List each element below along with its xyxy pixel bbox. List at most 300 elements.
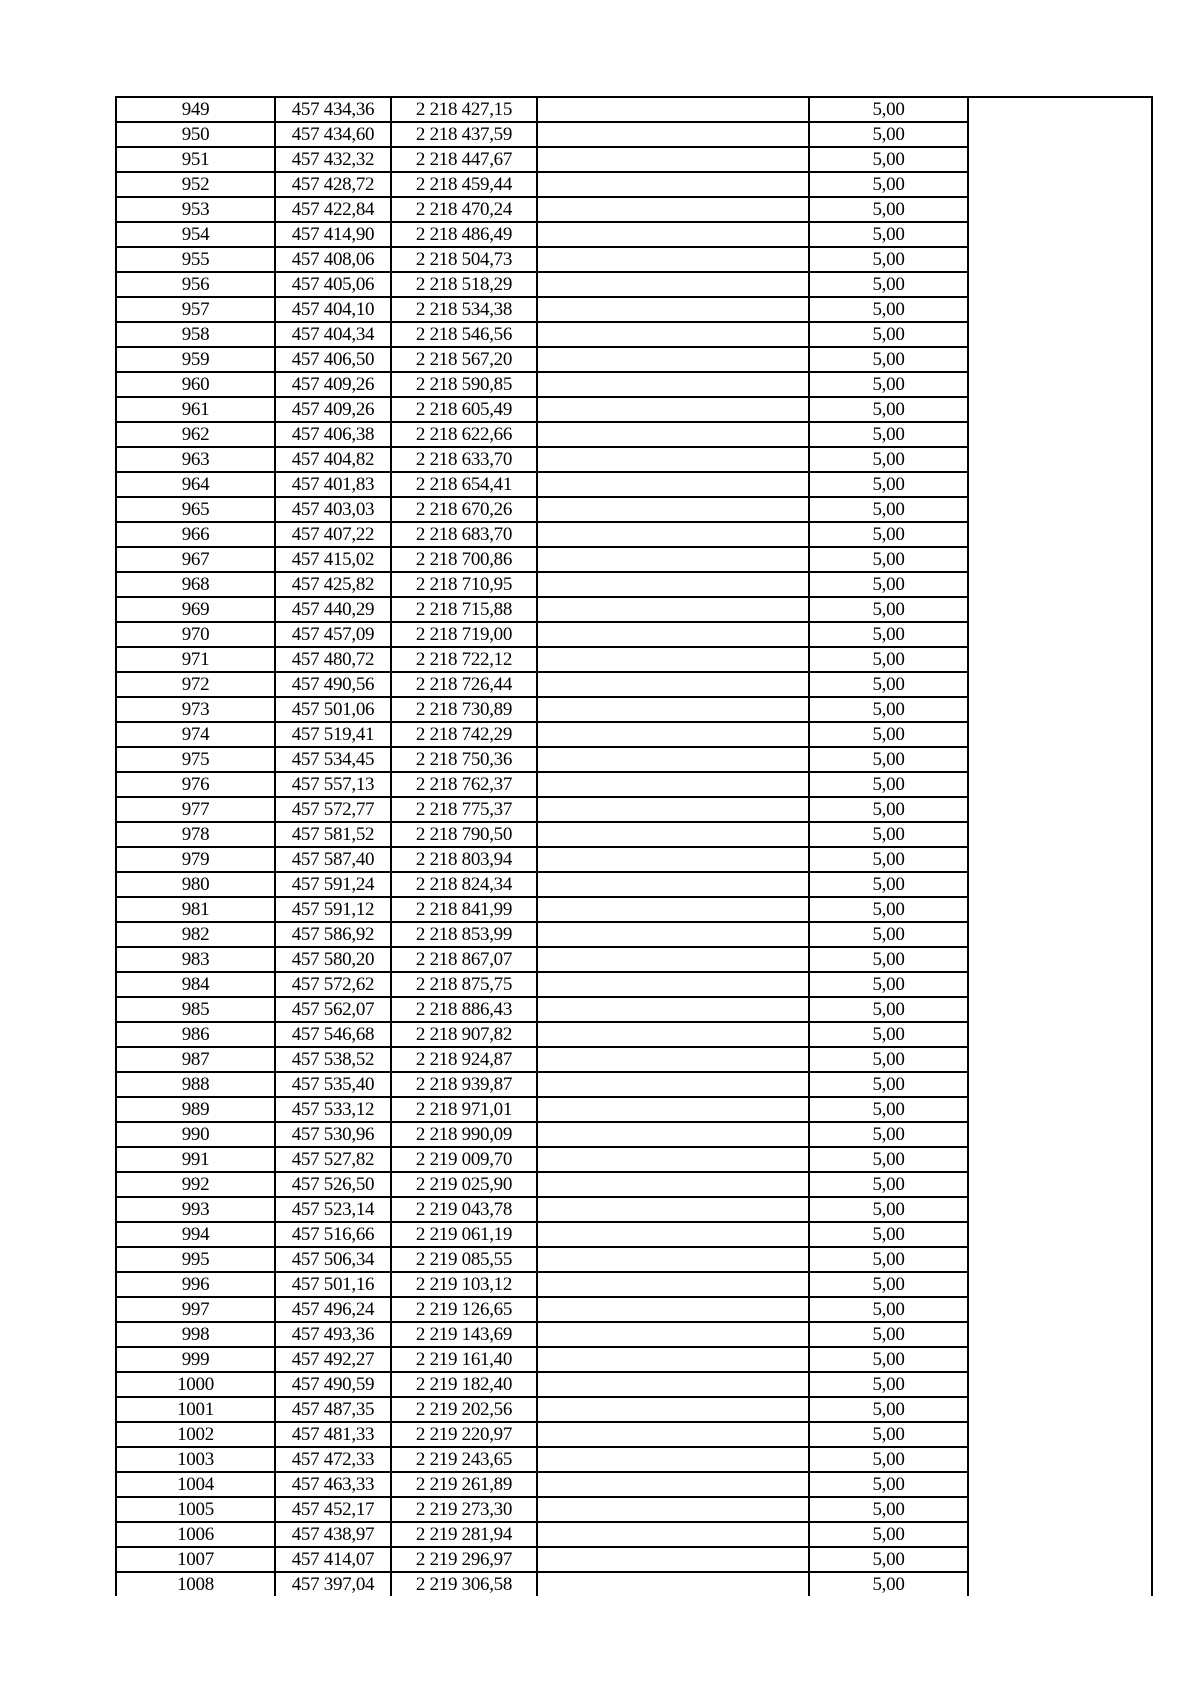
empty-cell [537, 1522, 809, 1547]
y-coordinate-cell: 2 218 654,41 [391, 472, 537, 497]
point-number-cell: 1005 [116, 1497, 275, 1522]
table-row [116, 922, 1152, 947]
empty-cell [968, 1322, 1152, 1347]
y-coordinate-cell: 2 218 939,87 [391, 1072, 537, 1097]
point-number-cell: 950 [116, 122, 275, 147]
x-coordinate-cell: 457 501,06 [275, 697, 391, 722]
empty-cell [537, 1397, 809, 1422]
x-coordinate-cell: 457 530,96 [275, 1122, 391, 1147]
point-number-cell: 963 [116, 447, 275, 472]
empty-cell [968, 197, 1152, 222]
point-number-cell: 1000 [116, 1372, 275, 1397]
empty-cell [968, 297, 1152, 322]
x-coordinate-cell: 457 481,33 [275, 1422, 391, 1447]
y-coordinate-cell: 2 218 824,34 [391, 872, 537, 897]
empty-cell [537, 1272, 809, 1297]
empty-cell [537, 397, 809, 422]
x-coordinate-cell: 457 527,82 [275, 1147, 391, 1172]
table-row [116, 122, 1152, 147]
table-row [116, 1072, 1152, 1097]
point-number-cell: 1003 [116, 1447, 275, 1472]
x-coordinate-cell: 457 425,82 [275, 572, 391, 597]
y-coordinate-cell: 2 218 790,50 [391, 822, 537, 847]
point-number-cell: 972 [116, 672, 275, 697]
empty-cell [537, 697, 809, 722]
empty-cell [537, 272, 809, 297]
point-number-cell: 975 [116, 747, 275, 772]
empty-cell [537, 847, 809, 872]
x-coordinate-cell: 457 487,35 [275, 1397, 391, 1422]
point-number-cell: 949 [116, 97, 275, 122]
table-row [116, 1097, 1152, 1122]
empty-cell [537, 422, 809, 447]
value-cell: 5,00 [809, 572, 968, 597]
y-coordinate-cell: 2 218 633,70 [391, 447, 537, 472]
table-row [116, 797, 1152, 822]
table-row [116, 1472, 1152, 1497]
value-cell: 5,00 [809, 1447, 968, 1472]
value-cell: 5,00 [809, 222, 968, 247]
point-number-cell: 956 [116, 272, 275, 297]
point-number-cell: 991 [116, 1147, 275, 1172]
table-row [116, 522, 1152, 547]
empty-cell [968, 1172, 1152, 1197]
value-cell: 5,00 [809, 797, 968, 822]
x-coordinate-cell: 457 452,17 [275, 1497, 391, 1522]
table-row [116, 1397, 1152, 1422]
table-row [116, 597, 1152, 622]
value-cell: 5,00 [809, 397, 968, 422]
value-cell: 5,00 [809, 547, 968, 572]
y-coordinate-cell: 2 219 202,56 [391, 1397, 537, 1422]
empty-cell [968, 572, 1152, 597]
y-coordinate-cell: 2 219 103,12 [391, 1272, 537, 1297]
x-coordinate-cell: 457 406,50 [275, 347, 391, 372]
empty-cell [537, 172, 809, 197]
table-row [116, 1047, 1152, 1072]
value-cell: 5,00 [809, 1047, 968, 1072]
point-number-cell: 982 [116, 922, 275, 947]
value-cell: 5,00 [809, 697, 968, 722]
table-row [116, 572, 1152, 597]
x-coordinate-cell: 457 434,60 [275, 122, 391, 147]
y-coordinate-cell: 2 219 143,69 [391, 1322, 537, 1347]
point-number-cell: 967 [116, 547, 275, 572]
table-row [116, 672, 1152, 697]
table-row [116, 272, 1152, 297]
point-number-cell: 996 [116, 1272, 275, 1297]
value-cell: 5,00 [809, 1547, 968, 1572]
y-coordinate-cell: 2 218 853,99 [391, 922, 537, 947]
value-cell: 5,00 [809, 422, 968, 447]
empty-cell [968, 1572, 1152, 1596]
table-row [116, 1147, 1152, 1172]
empty-cell [537, 597, 809, 622]
value-cell: 5,00 [809, 1097, 968, 1122]
table-row [116, 497, 1152, 522]
table-row [116, 822, 1152, 847]
empty-cell [537, 1047, 809, 1072]
x-coordinate-cell: 457 422,84 [275, 197, 391, 222]
y-coordinate-cell: 2 219 182,40 [391, 1372, 537, 1397]
y-coordinate-cell: 2 218 518,29 [391, 272, 537, 297]
table-row [116, 372, 1152, 397]
point-number-cell: 968 [116, 572, 275, 597]
value-cell: 5,00 [809, 122, 968, 147]
table-row [116, 297, 1152, 322]
table-row [116, 872, 1152, 897]
value-cell: 5,00 [809, 772, 968, 797]
point-number-cell: 987 [116, 1047, 275, 1072]
point-number-cell: 1004 [116, 1472, 275, 1497]
value-cell: 5,00 [809, 747, 968, 772]
point-number-cell: 998 [116, 1322, 275, 1347]
x-coordinate-cell: 457 403,03 [275, 497, 391, 522]
empty-cell [968, 1247, 1152, 1272]
x-coordinate-cell: 457 501,16 [275, 1272, 391, 1297]
y-coordinate-cell: 2 218 427,15 [391, 97, 537, 122]
empty-cell [537, 1147, 809, 1172]
point-number-cell: 995 [116, 1247, 275, 1272]
empty-cell [968, 1047, 1152, 1072]
empty-cell [968, 672, 1152, 697]
table-row [116, 1372, 1152, 1397]
empty-cell [537, 672, 809, 697]
x-coordinate-cell: 457 414,90 [275, 222, 391, 247]
x-coordinate-cell: 457 405,06 [275, 272, 391, 297]
y-coordinate-cell: 2 218 437,59 [391, 122, 537, 147]
y-coordinate-cell: 2 218 886,43 [391, 997, 537, 1022]
empty-cell [968, 1522, 1152, 1547]
y-coordinate-cell: 2 219 273,30 [391, 1497, 537, 1522]
point-number-cell: 978 [116, 822, 275, 847]
empty-cell [537, 1247, 809, 1272]
empty-cell [537, 297, 809, 322]
empty-cell [537, 497, 809, 522]
value-cell: 5,00 [809, 1172, 968, 1197]
value-cell: 5,00 [809, 1472, 968, 1497]
table-row [116, 1122, 1152, 1147]
value-cell: 5,00 [809, 1022, 968, 1047]
y-coordinate-cell: 2 218 470,24 [391, 197, 537, 222]
point-number-cell: 976 [116, 772, 275, 797]
empty-cell [968, 1097, 1152, 1122]
y-coordinate-cell: 2 219 085,55 [391, 1247, 537, 1272]
empty-cell [537, 247, 809, 272]
table-row [116, 422, 1152, 447]
point-number-cell: 964 [116, 472, 275, 497]
table-row [116, 1172, 1152, 1197]
empty-cell [537, 222, 809, 247]
point-number-cell: 997 [116, 1297, 275, 1322]
empty-cell [968, 797, 1152, 822]
empty-cell [968, 997, 1152, 1022]
point-number-cell: 951 [116, 147, 275, 172]
y-coordinate-cell: 2 219 296,97 [391, 1547, 537, 1572]
empty-cell [968, 97, 1152, 122]
point-number-cell: 969 [116, 597, 275, 622]
table-row [116, 397, 1152, 422]
empty-cell [537, 1497, 809, 1522]
empty-cell [968, 347, 1152, 372]
point-number-cell: 988 [116, 1072, 275, 1097]
y-coordinate-cell: 2 219 161,40 [391, 1347, 537, 1372]
y-coordinate-cell: 2 218 605,49 [391, 397, 537, 422]
value-cell: 5,00 [809, 1397, 968, 1422]
empty-cell [537, 1372, 809, 1397]
empty-cell [968, 1297, 1152, 1322]
point-number-cell: 974 [116, 722, 275, 747]
empty-cell [537, 372, 809, 397]
x-coordinate-cell: 457 463,33 [275, 1472, 391, 1497]
table-row [116, 1547, 1152, 1572]
point-number-cell: 958 [116, 322, 275, 347]
point-number-cell: 992 [116, 1172, 275, 1197]
table-row [116, 197, 1152, 222]
y-coordinate-cell: 2 218 670,26 [391, 497, 537, 522]
x-coordinate-cell: 457 480,72 [275, 647, 391, 672]
point-number-cell: 1001 [116, 1397, 275, 1422]
table-row [116, 897, 1152, 922]
x-coordinate-cell: 457 493,36 [275, 1322, 391, 1347]
value-cell: 5,00 [809, 922, 968, 947]
empty-cell [968, 472, 1152, 497]
empty-cell [968, 922, 1152, 947]
x-coordinate-cell: 457 580,20 [275, 947, 391, 972]
x-coordinate-cell: 457 496,24 [275, 1297, 391, 1322]
x-coordinate-cell: 457 506,34 [275, 1247, 391, 1272]
x-coordinate-cell: 457 523,14 [275, 1197, 391, 1222]
empty-cell [537, 797, 809, 822]
empty-cell [968, 122, 1152, 147]
x-coordinate-cell: 457 409,26 [275, 397, 391, 422]
point-number-cell: 962 [116, 422, 275, 447]
x-coordinate-cell: 457 538,52 [275, 1047, 391, 1072]
x-coordinate-cell: 457 535,40 [275, 1072, 391, 1097]
table-row [116, 1197, 1152, 1222]
value-cell: 5,00 [809, 147, 968, 172]
value-cell: 5,00 [809, 1297, 968, 1322]
point-number-cell: 977 [116, 797, 275, 822]
y-coordinate-cell: 2 218 730,89 [391, 697, 537, 722]
point-number-cell: 986 [116, 1022, 275, 1047]
point-number-cell: 970 [116, 622, 275, 647]
y-coordinate-cell: 2 219 220,97 [391, 1422, 537, 1447]
table-row [116, 247, 1152, 272]
y-coordinate-cell: 2 218 534,38 [391, 297, 537, 322]
value-cell: 5,00 [809, 1522, 968, 1547]
y-coordinate-cell: 2 218 683,70 [391, 522, 537, 547]
y-coordinate-cell: 2 219 243,65 [391, 1447, 537, 1472]
point-number-cell: 965 [116, 497, 275, 522]
value-cell: 5,00 [809, 872, 968, 897]
empty-cell [968, 1072, 1152, 1097]
y-coordinate-cell: 2 218 841,99 [391, 897, 537, 922]
y-coordinate-cell: 2 218 715,88 [391, 597, 537, 622]
value-cell: 5,00 [809, 947, 968, 972]
x-coordinate-cell: 457 562,07 [275, 997, 391, 1022]
empty-cell [968, 872, 1152, 897]
point-number-cell: 961 [116, 397, 275, 422]
empty-cell [537, 147, 809, 172]
x-coordinate-cell: 457 581,52 [275, 822, 391, 847]
y-coordinate-cell: 2 219 306,58 [391, 1572, 537, 1596]
empty-cell [968, 1147, 1152, 1172]
table-row [116, 972, 1152, 997]
empty-cell [537, 522, 809, 547]
x-coordinate-cell: 457 408,06 [275, 247, 391, 272]
point-number-cell: 985 [116, 997, 275, 1022]
value-cell: 5,00 [809, 197, 968, 222]
empty-cell [537, 197, 809, 222]
empty-cell [537, 872, 809, 897]
empty-cell [968, 1122, 1152, 1147]
x-coordinate-cell: 457 586,92 [275, 922, 391, 947]
value-cell: 5,00 [809, 1372, 968, 1397]
value-cell: 5,00 [809, 647, 968, 672]
x-coordinate-cell: 457 457,09 [275, 622, 391, 647]
value-cell: 5,00 [809, 972, 968, 997]
empty-cell [537, 1447, 809, 1472]
table-body [116, 97, 1152, 1596]
empty-cell [968, 1422, 1152, 1447]
empty-cell [537, 647, 809, 672]
empty-cell [968, 1397, 1152, 1422]
table-row [116, 697, 1152, 722]
empty-cell [537, 472, 809, 497]
point-number-cell: 983 [116, 947, 275, 972]
y-coordinate-cell: 2 218 722,12 [391, 647, 537, 672]
point-number-cell: 1008 [116, 1572, 275, 1596]
y-coordinate-cell: 2 218 719,00 [391, 622, 537, 647]
value-cell: 5,00 [809, 1322, 968, 1347]
value-cell: 5,00 [809, 322, 968, 347]
x-coordinate-cell: 457 404,82 [275, 447, 391, 472]
empty-cell [968, 597, 1152, 622]
table-row [116, 172, 1152, 197]
y-coordinate-cell: 2 219 025,90 [391, 1172, 537, 1197]
empty-cell [537, 1547, 809, 1572]
table-row [116, 222, 1152, 247]
x-coordinate-cell: 457 591,24 [275, 872, 391, 897]
x-coordinate-cell: 457 492,27 [275, 1347, 391, 1372]
empty-cell [968, 272, 1152, 297]
empty-cell [968, 972, 1152, 997]
y-coordinate-cell: 2 218 775,37 [391, 797, 537, 822]
empty-cell [537, 947, 809, 972]
empty-cell [968, 447, 1152, 472]
point-number-cell: 971 [116, 647, 275, 672]
empty-cell [968, 1497, 1152, 1522]
value-cell: 5,00 [809, 1122, 968, 1147]
table-row [116, 747, 1152, 772]
empty-cell [968, 1347, 1152, 1372]
x-coordinate-cell: 457 432,32 [275, 147, 391, 172]
empty-cell [968, 1222, 1152, 1247]
empty-cell [968, 1372, 1152, 1397]
x-coordinate-cell: 457 472,33 [275, 1447, 391, 1472]
coordinates-table [115, 96, 1153, 1596]
empty-cell [537, 1572, 809, 1596]
value-cell: 5,00 [809, 1497, 968, 1522]
point-number-cell: 981 [116, 897, 275, 922]
point-number-cell: 960 [116, 372, 275, 397]
table-row [116, 1422, 1152, 1447]
table-row [116, 1347, 1152, 1372]
x-coordinate-cell: 457 440,29 [275, 597, 391, 622]
value-cell: 5,00 [809, 822, 968, 847]
empty-cell [968, 1447, 1152, 1472]
y-coordinate-cell: 2 218 447,67 [391, 147, 537, 172]
x-coordinate-cell: 457 534,45 [275, 747, 391, 772]
value-cell: 5,00 [809, 1222, 968, 1247]
point-number-cell: 966 [116, 522, 275, 547]
empty-cell [537, 347, 809, 372]
value-cell: 5,00 [809, 172, 968, 197]
value-cell: 5,00 [809, 847, 968, 872]
y-coordinate-cell: 2 218 750,36 [391, 747, 537, 772]
point-number-cell: 1006 [116, 1522, 275, 1547]
point-number-cell: 973 [116, 697, 275, 722]
empty-cell [537, 1422, 809, 1447]
empty-cell [968, 647, 1152, 672]
empty-cell [968, 1197, 1152, 1222]
point-number-cell: 989 [116, 1097, 275, 1122]
empty-cell [537, 1072, 809, 1097]
point-number-cell: 957 [116, 297, 275, 322]
value-cell: 5,00 [809, 297, 968, 322]
y-coordinate-cell: 2 218 742,29 [391, 722, 537, 747]
value-cell: 5,00 [809, 472, 968, 497]
y-coordinate-cell: 2 218 924,87 [391, 1047, 537, 1072]
value-cell: 5,00 [809, 347, 968, 372]
y-coordinate-cell: 2 218 504,73 [391, 247, 537, 272]
point-number-cell: 1002 [116, 1422, 275, 1447]
table-row [116, 447, 1152, 472]
table-row [116, 347, 1152, 372]
empty-cell [537, 747, 809, 772]
x-coordinate-cell: 457 407,22 [275, 522, 391, 547]
y-coordinate-cell: 2 218 590,85 [391, 372, 537, 397]
empty-cell [968, 747, 1152, 772]
empty-cell [537, 322, 809, 347]
table-row [116, 1572, 1152, 1596]
point-number-cell: 959 [116, 347, 275, 372]
empty-cell [968, 1472, 1152, 1497]
y-coordinate-cell: 2 218 546,56 [391, 322, 537, 347]
value-cell: 5,00 [809, 1147, 968, 1172]
y-coordinate-cell: 2 219 061,19 [391, 1222, 537, 1247]
empty-cell [537, 1097, 809, 1122]
point-number-cell: 994 [116, 1222, 275, 1247]
table-row [116, 772, 1152, 797]
value-cell: 5,00 [809, 372, 968, 397]
y-coordinate-cell: 2 218 867,07 [391, 947, 537, 972]
value-cell: 5,00 [809, 1247, 968, 1272]
x-coordinate-cell: 457 519,41 [275, 722, 391, 747]
value-cell: 5,00 [809, 1347, 968, 1372]
empty-cell [968, 547, 1152, 572]
empty-cell [968, 1547, 1152, 1572]
table-row [116, 947, 1152, 972]
empty-cell [537, 822, 809, 847]
y-coordinate-cell: 2 218 459,44 [391, 172, 537, 197]
value-cell: 5,00 [809, 997, 968, 1022]
y-coordinate-cell: 2 219 009,70 [391, 1147, 537, 1172]
empty-cell [968, 147, 1152, 172]
empty-cell [537, 1222, 809, 1247]
y-coordinate-cell: 2 219 281,94 [391, 1522, 537, 1547]
